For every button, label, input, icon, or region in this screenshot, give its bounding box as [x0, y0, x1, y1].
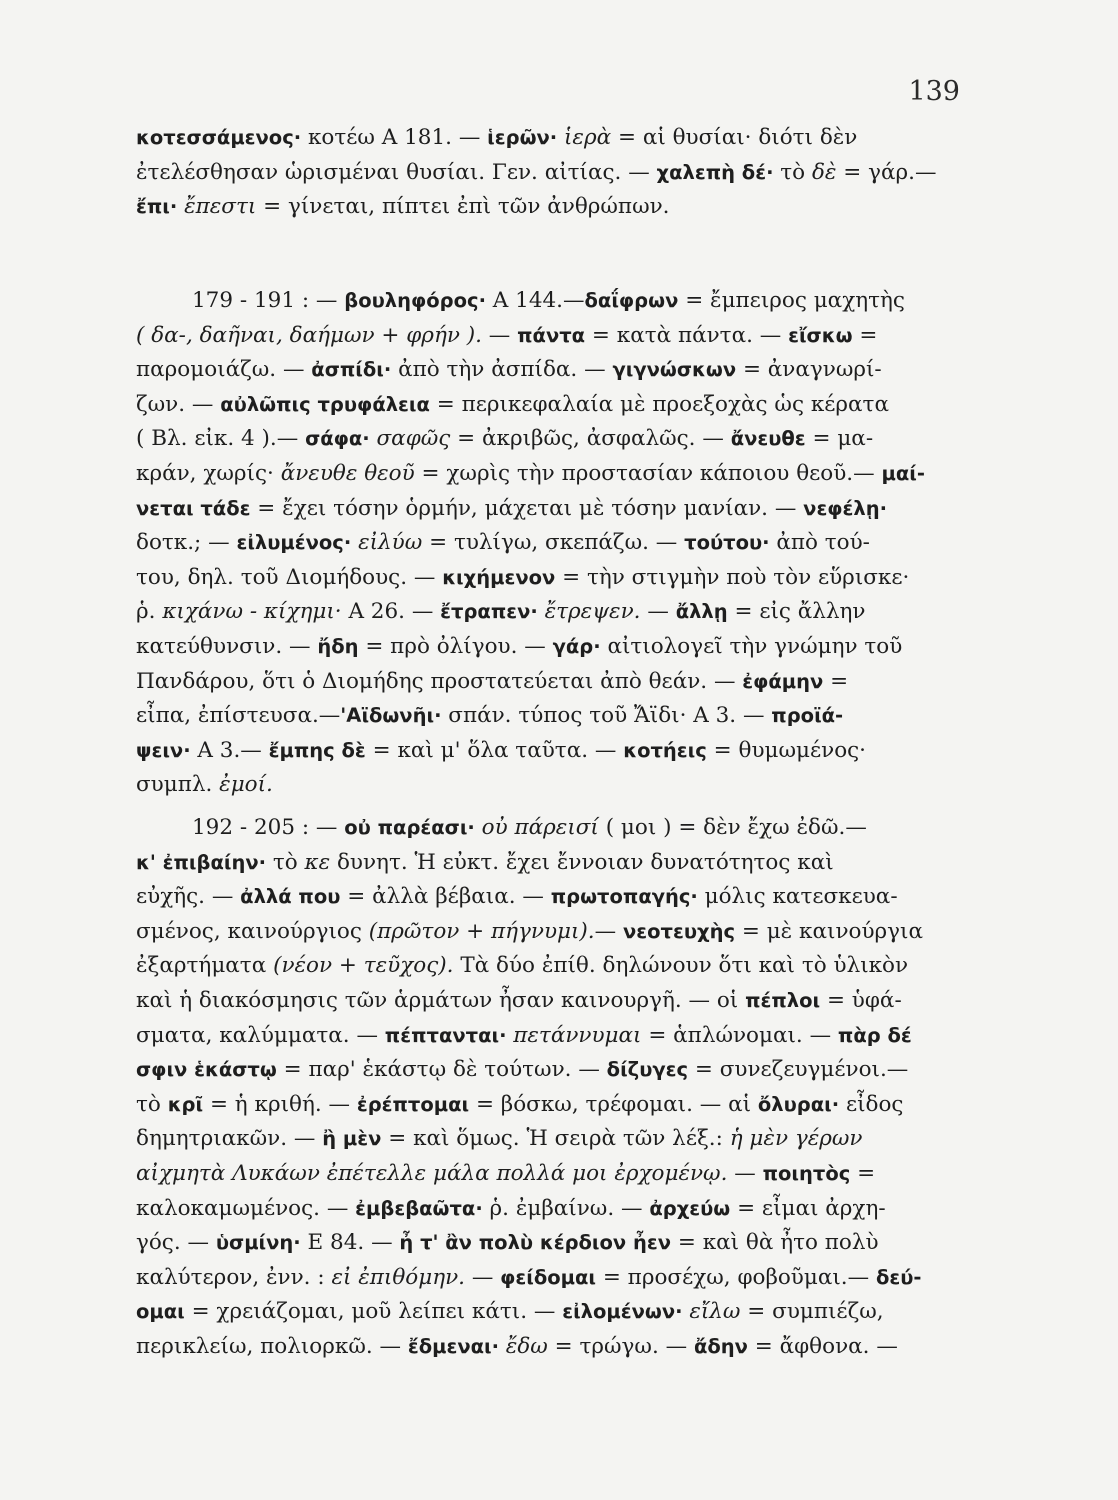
italic-text: ἡ μὲν γέρων — [729, 1126, 863, 1152]
lemma: αὐλῶπις τρυφάλεια — [220, 392, 430, 416]
gloss-text: = συνεζευγμένοι.— — [688, 1057, 909, 1083]
lemma: μαί- — [881, 461, 925, 485]
commentary-paragraph-1 — [136, 121, 962, 225]
italic-text: κιχάνω - κίχημι· — [162, 599, 342, 625]
gloss-text: — — [727, 1160, 763, 1186]
commentary-paragraph-2 — [136, 284, 962, 803]
gloss-text: καὶ ἡ διακόσμησις τῶν ἁρμάτων ἦσαν καινουργῆ. — οἱ — [136, 987, 746, 1013]
gloss-text: δυνητ. Ἡ εὐκτ. ἔχει ἔννοιαν δυνατότητος καὶ — [330, 849, 834, 875]
lemma: πέπτανται· — [384, 1023, 514, 1047]
lemma: ἔδμεναι· — [407, 1334, 506, 1358]
lemma: ἔπι· — [136, 195, 185, 219]
italic-text: εἴλω — [689, 1299, 741, 1325]
text-line — [136, 457, 962, 492]
gloss-text: καλοκαμωμένος. — — [136, 1195, 356, 1221]
text-line — [136, 1226, 962, 1261]
text-line — [136, 388, 962, 423]
text-line — [136, 422, 962, 457]
lemma: νεται τάδε — [136, 496, 251, 520]
text-line — [136, 1088, 962, 1123]
gloss-text: = μα- — [805, 426, 874, 452]
gloss-text: κατεύθυνσιν. — — [136, 633, 318, 659]
lemma: φείδομαι — [500, 1265, 596, 1289]
lemma: βουληφόρος· — [344, 289, 493, 312]
lemma: κοτήεις — [623, 738, 707, 762]
gloss-text: = ἡ κριθή. — — [203, 1091, 357, 1117]
lemma: χαλεπὴ δέ· — [656, 160, 781, 184]
gloss-text: = χωρὶς τὴν προστασίαν κάποιου θεοῦ.— — [414, 460, 882, 486]
gloss-text: = συμπιέζω, — [740, 1299, 884, 1325]
gloss-text: = βόσκω, τρέφομαι. — αἱ — [469, 1091, 758, 1117]
lemma: δίζυγες — [606, 1058, 689, 1082]
italic-text: εἰ ἐπιθόμην. — [331, 1264, 465, 1290]
italic-text: δὲ — [811, 159, 837, 185]
text-line — [136, 846, 962, 881]
gloss-text: καλύτερον, ἐνν. : — [136, 1264, 332, 1290]
lemma: ἐρέπτομαι — [356, 1092, 470, 1116]
italic-text: ( δα-, δαῆναι, δαήμων + φρήν ). — [136, 322, 482, 348]
text-line — [136, 734, 962, 769]
gloss-text: κοτέω Α 181. — — [307, 125, 488, 150]
gloss-text: τὸ — [272, 849, 305, 875]
gloss-text: ἀπὸ τού- — [776, 530, 870, 556]
gloss-text: τὸ — [136, 1091, 168, 1117]
text-line — [136, 984, 962, 1019]
gloss-text: δημητριακῶν. — — [136, 1126, 323, 1152]
lemma: ὄλυραι· — [757, 1092, 846, 1116]
gloss-text: μόλις κατεσκευα- — [704, 884, 898, 910]
gloss-text: Πανδάρου, ὅτι ὁ Διομήδης προστατεύεται ἀπὸ θεάν. — — [136, 668, 743, 694]
gloss-text: του, δηλ. τοῦ Διομήδους. — — [136, 564, 443, 590]
gloss-text: = θυμωμένος· — [706, 737, 867, 763]
lemma: σφιν ἑκάστῳ — [136, 1058, 277, 1082]
text-line — [136, 190, 962, 225]
text-line — [136, 284, 962, 319]
gloss-text: δοτκ.; — — [136, 530, 237, 556]
gloss-text: = τὴν στιγμὴν ποὺ τὸν εὕρισκε· — [555, 564, 910, 590]
lemma: οὐ παρέασι· — [344, 816, 482, 839]
lemma: ἐμβεβαῶτα· — [355, 1196, 490, 1220]
gloss-text: ῥ. ἐμβαίνω. — — [489, 1195, 650, 1221]
italic-text: (πρῶτον + πήγνυμι). — [368, 918, 595, 944]
italic-text: ἔτρεψεν. — [544, 599, 641, 625]
gloss-text: Α 3.— — [197, 737, 269, 763]
text-line — [136, 492, 962, 527]
italic-text: οὐ πάρεισί — [481, 815, 599, 840]
lemma: εἰλυμένος· — [236, 531, 359, 555]
gloss-text: = ἔχει τόσην ὁρμήν, μάχεται μὲ τόσην μανίαν. — — [250, 495, 804, 521]
lemma: ἄδην — [693, 1334, 748, 1358]
lemma: ἱερῶν· — [487, 126, 564, 149]
text-line — [136, 1261, 962, 1296]
gloss-text: εὐχῆς. — — [136, 884, 241, 910]
gloss-text: = καὶ ὅμως. Ἡ σειρὰ τῶν λέξ.: — [381, 1126, 730, 1152]
italic-text: αἰχμητὰ Λυκάων ἐπέτελλε μάλα πολλά μοι ἐρχομένῳ. — [136, 1160, 728, 1186]
lemma: εἴσκω — [788, 323, 853, 347]
lemma: γιγνώσκων — [612, 358, 737, 382]
commentary-paragraph-3 — [136, 811, 962, 1365]
lemma: ἄνευθε — [730, 427, 806, 451]
lemma: πὰρ δέ — [837, 1023, 912, 1047]
gloss-text: = παρ' ἑκάστῳ δὲ τούτων. — — [276, 1057, 607, 1083]
gloss-text: = — [852, 322, 878, 348]
gloss-text: = — [823, 668, 849, 694]
gloss-text: = ἄφθονα. — — [747, 1333, 898, 1359]
text-line — [136, 1295, 962, 1330]
gloss-text: Α 144.— — [492, 288, 585, 313]
italic-text: ἐμοί. — [219, 772, 273, 798]
lemma: κρῖ — [167, 1092, 204, 1116]
text-line — [136, 1122, 962, 1157]
lemma: 'Αϊδωνῆι· — [340, 704, 449, 728]
lemma: εἰλομένων· — [562, 1300, 690, 1324]
text-line — [136, 121, 962, 156]
gloss-text: 179 - 191 : — — [192, 288, 345, 313]
text-line — [136, 630, 962, 665]
text-line — [136, 319, 962, 354]
gloss-text: = γάρ.— — [836, 159, 937, 185]
gloss-text: ἀπὸ τὴν ἀσπίδα. — — [398, 357, 613, 383]
text-line — [136, 595, 962, 630]
gloss-text: παρομοιάζω. — — [136, 357, 312, 383]
lemma: ἔμπης δὲ — [268, 738, 366, 762]
gloss-text: ( μοι ) = δὲν ἔχω ἐδῶ.— — [598, 815, 867, 840]
gloss-text: ῥ. — [136, 599, 163, 625]
text-line — [136, 880, 962, 915]
lemma: πάντα — [517, 323, 586, 347]
text-line — [136, 665, 962, 700]
gloss-text: 192 - 205 : — — [192, 815, 345, 840]
gloss-text: = ἁπλώνομαι. — — [641, 1022, 838, 1048]
gloss-text: γός. — — [136, 1230, 216, 1256]
lemma: κιχήμενον — [442, 565, 556, 589]
lemma: ομαι — [136, 1300, 185, 1324]
gloss-text: σματα, καλύμματα. — — [136, 1022, 385, 1048]
gloss-text: = εἶμαι ἀρχη- — [730, 1195, 886, 1221]
gloss-text: Ε 84. — — [307, 1230, 400, 1256]
text-line — [136, 1192, 962, 1227]
gloss-text: = περικεφαλαία μὲ προεξοχὰς ὡς κέρατα — [429, 391, 889, 417]
text-line — [136, 561, 962, 596]
lemma: νεφέλῃ· — [803, 496, 888, 520]
italic-text: εἰλύω — [358, 530, 423, 556]
text-line — [136, 1053, 962, 1088]
lemma: πρωτοπαγής· — [550, 885, 705, 909]
gloss-text: = μὲ καινούργια — [735, 918, 923, 944]
gloss-text: = κατὰ πάντα. — — [585, 322, 789, 348]
lemma: δεύ- — [875, 1265, 922, 1289]
gloss-text: ἐτελέσθησαν ὡρισμέναι θυσίαι. Γεν. αἰτίας. — — [136, 159, 657, 185]
lemma: προϊά- — [771, 704, 844, 728]
gloss-text: = καὶ θὰ ἦτο πολὺ — [671, 1230, 879, 1256]
gloss-text: = γίνεται, πίπτει ἐπὶ τῶν ἀνθρώπων. — [256, 194, 670, 220]
lemma: νεοτευχὴς — [623, 919, 736, 943]
gloss-text: — — [640, 599, 676, 625]
text-line — [136, 699, 962, 734]
text-line — [136, 156, 962, 191]
gloss-text: Α 26. — — [341, 599, 441, 625]
italic-text: σαφῶς — [376, 426, 451, 452]
gloss-text: Τὰ δύο ἐπίθ. δηλώνουν ὅτι καὶ τὸ ὑλικὸν — [453, 953, 909, 979]
lemma: σάφα· — [305, 427, 377, 451]
gloss-text: — — [481, 322, 518, 348]
gloss-text: ζων. — — [136, 391, 221, 417]
gloss-text: — — [464, 1264, 501, 1290]
lemma: κοτεσσάμενος· — [136, 126, 308, 149]
gloss-text: εἶπα, ἐπίστευσα.— — [136, 703, 341, 729]
text-line — [136, 526, 962, 561]
text-line — [136, 949, 962, 984]
gloss-text: σμένος, καινούργιος — [136, 918, 369, 944]
lemma: ἦ τ' ἂν πολὺ κέρδιον ἦεν — [399, 1231, 672, 1255]
gloss-text: τὸ — [780, 159, 812, 185]
gloss-text: ( Βλ. εἰκ. 4 ).— — [136, 426, 306, 452]
gloss-text: = — [850, 1160, 876, 1186]
italic-text: πετάννυμαι — [513, 1022, 642, 1048]
gloss-text: — — [594, 918, 623, 944]
text-line — [136, 811, 962, 846]
gloss-text: κράν, χωρίς· — [136, 460, 281, 486]
text-line — [136, 915, 962, 950]
gloss-text: = ὑφά- — [820, 987, 902, 1013]
lemma: ἀλλά που — [240, 885, 341, 909]
gloss-text: = ἀλλὰ βέβαια. — — [340, 884, 551, 910]
gloss-text: = ἀναγνωρί- — [736, 357, 882, 383]
lemma: τούτου· — [684, 531, 777, 555]
lemma: δαΐφρων — [584, 289, 679, 312]
lemma: ἢ μὲν — [322, 1127, 382, 1151]
lemma: ἤδη — [317, 634, 359, 658]
gloss-text: = εἰς ἄλλην — [727, 599, 866, 625]
italic-text: ἔδω — [505, 1333, 548, 1359]
italic-text: ἄνευθε θεοῦ — [280, 460, 415, 486]
lemma: κ' ἐπιβαίην· — [136, 850, 273, 874]
gloss-text: = τυλίγω, σκεπάζω. — — [422, 530, 685, 556]
gloss-text: = ἀκριβῶς, ἀσφαλῶς. — — [450, 426, 731, 452]
italic-text: κε — [304, 849, 331, 875]
gloss-text: αἰτιολογεῖ τὴν γνώμην τοῦ — [607, 633, 903, 659]
lemma: ἄλλῃ — [675, 600, 728, 624]
lemma: πέπλοι — [745, 988, 821, 1012]
gloss-text: = αἱ θυσίαι· διότι δὲν — [611, 125, 858, 150]
lemma: ὑσμίνη· — [215, 1231, 308, 1255]
text-line — [136, 1019, 962, 1054]
lemma: γάρ· — [552, 634, 608, 658]
lemma: ἀσπίδι· — [311, 358, 399, 382]
text-line — [136, 1330, 962, 1365]
gloss-text: = χρειάζομαι, μοῦ λείπει κάτι. — — [184, 1299, 563, 1325]
gloss-text: = καὶ μ' ὅλα ταῦτα. — — [365, 737, 624, 763]
lemma: ἔτραπεν· — [440, 600, 545, 624]
text-line — [136, 353, 962, 388]
lemma: ἐφάμην — [742, 669, 824, 693]
gloss-text: ἐξαρτήματα — [136, 953, 274, 979]
gloss-text: εἶδος — [845, 1091, 904, 1117]
text-line — [136, 1157, 962, 1192]
lemma: ἀρχεύω — [649, 1196, 731, 1220]
lemma: ποιητὸς — [762, 1161, 851, 1185]
gloss-text: σπάν. τύπος τοῦ Ἄϊδι· Α 3. — — [448, 703, 772, 729]
italic-text: ἔπεστι — [184, 194, 257, 220]
page-number: 139 — [908, 76, 960, 107]
gloss-text: συμπλ. — [136, 772, 220, 798]
text-line — [136, 768, 962, 803]
gloss-text: = τρώγω. — — [547, 1333, 694, 1359]
italic-text: ἱερὰ — [564, 125, 612, 150]
gloss-text: = προσέχω, φοβοῦμαι.— — [596, 1264, 876, 1290]
gloss-text: περικλείω, πολιορκῶ. — — [136, 1333, 408, 1359]
gloss-text: = ἔμπειρος μαχητὴς — [678, 288, 905, 313]
italic-text: (νέον + τεῦχος). — [273, 953, 454, 979]
gloss-text: = πρὸ ὀλίγου. — — [358, 633, 553, 659]
lemma: ψειν· — [136, 738, 198, 762]
